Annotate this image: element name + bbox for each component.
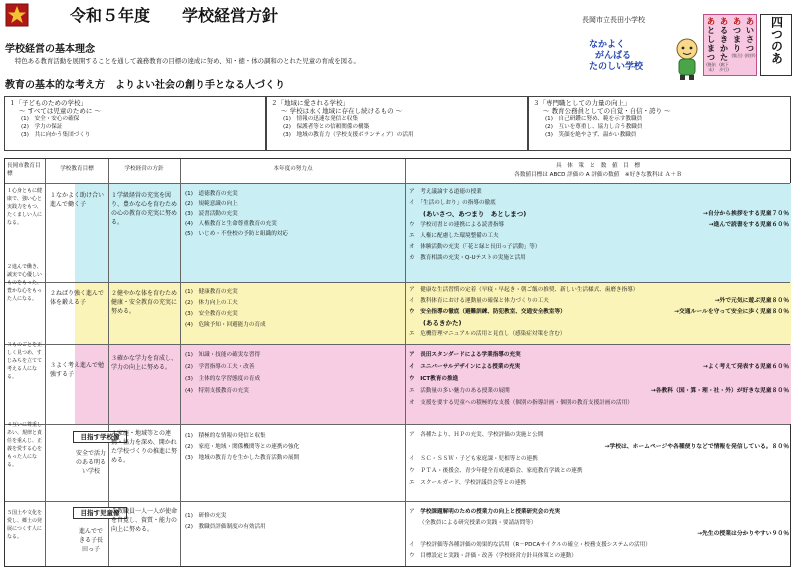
policy-box-1 bbox=[4, 96, 266, 151]
plan-table bbox=[4, 158, 791, 567]
four-a-char: あ bbox=[733, 17, 741, 26]
city-goal-2: ２進んで働き、誠実で心優しいものをもった、豊かな心をもった人になる。 bbox=[7, 264, 43, 302]
four-a-char: き bbox=[720, 35, 728, 44]
plan-key: ウ bbox=[409, 376, 415, 382]
effort-item: (2) 教職員評価制度の有効活用 bbox=[185, 524, 266, 530]
four-a-title-text: 四つのあ bbox=[769, 16, 784, 64]
plan-item bbox=[409, 198, 789, 209]
four-a-sub: (挨拶) bbox=[744, 53, 756, 58]
effort-item: (2) 規範意識の向上 bbox=[185, 201, 238, 207]
plan-key: イ bbox=[409, 200, 415, 206]
slogan-line-3: たのしい学校 bbox=[589, 62, 644, 72]
plan-text: 学校司書との連携による読書指導 bbox=[420, 222, 505, 228]
plan-text: ICT教育の推進 bbox=[420, 376, 459, 382]
plan-key: エ bbox=[409, 388, 415, 394]
effort-item: (2) 家庭・地域・関係機関等との連携の強化 bbox=[185, 444, 300, 450]
plan-text: 長田スタンダードによる学業指導の充実 bbox=[420, 352, 521, 358]
school-goal-1: １なかよく助け合い進んで働く子 bbox=[50, 192, 105, 208]
slogan-line-2: がんばる bbox=[595, 51, 632, 61]
city-goal-5: ５国土や文化を愛し、郷土の発展につくす人になる。 bbox=[7, 510, 43, 540]
effort-item: (4) 危険予知・回避能力の育成 bbox=[185, 322, 266, 328]
four-a-char: あ bbox=[746, 17, 754, 26]
plan-text: (あいさつ、あつまり あとしまつ) bbox=[423, 210, 527, 218]
four-a-col-2 bbox=[731, 17, 743, 58]
plan-key: ア bbox=[409, 352, 415, 358]
policy-item: (2) 保護者等との信頼関係の構築 bbox=[283, 124, 370, 130]
plan-text: 人権に配慮した環境整備の工夫 bbox=[420, 233, 499, 239]
plan-item bbox=[409, 429, 789, 441]
policy-2: ２健やかな体を育むため健康・安全教育の充実に努める。 bbox=[111, 290, 178, 315]
slogan-line-1: なかよく bbox=[589, 40, 626, 50]
plan-item bbox=[409, 529, 789, 540]
city-goal-1: １心身ともに健康で、強い心と実践力をもつ、たくましい人になる。 bbox=[7, 188, 43, 226]
effort-2 bbox=[185, 287, 403, 331]
plan-text: ＰＴＡ・後援会、青少年健全育成連絡会、家庭教育学級との連携 bbox=[420, 468, 583, 474]
school-name: 長岡市立長田小学校 bbox=[582, 16, 645, 24]
four-a-char: ま bbox=[733, 35, 741, 44]
plan-text: (あるきかた) bbox=[423, 319, 462, 327]
plan-text: 学校課題解明のための授業力の向上と授業研究会の充実 bbox=[420, 509, 561, 515]
plan-item bbox=[409, 453, 789, 465]
policy-item: (1) 安全・安心の確保 bbox=[21, 116, 80, 122]
plan-key: イ bbox=[409, 298, 415, 304]
plan-item bbox=[409, 318, 789, 329]
plans-4 bbox=[409, 429, 789, 489]
plan-key: イ bbox=[409, 456, 415, 462]
plan-text: 危機管理マニュアルの活用と見直し（感染症対策を含む） bbox=[420, 331, 566, 337]
plan-item bbox=[409, 551, 789, 562]
plan-key: カ bbox=[409, 255, 415, 261]
policy-item: (1) 自己研鑽に努め、範を示す教職員 bbox=[545, 116, 643, 122]
plan-key: オ bbox=[409, 400, 415, 406]
four-a-char: つ bbox=[746, 44, 754, 53]
effort-4 bbox=[185, 431, 403, 464]
plan-key: ア bbox=[409, 189, 415, 195]
four-a-col-1 bbox=[744, 17, 756, 58]
plan-item bbox=[409, 385, 789, 397]
plan-item bbox=[409, 518, 789, 529]
plan-text: 活動量の多い魅力のある授業の展開 bbox=[420, 388, 510, 394]
plan-text: 考え議論する道徳の授業 bbox=[420, 189, 482, 195]
plan-key: ア bbox=[409, 287, 415, 293]
school-goal-2: ２ねばり強く進んで体を鍛える子 bbox=[50, 290, 105, 306]
policy-item: (1) 情報の迅速な発信と収集 bbox=[283, 116, 359, 122]
policy-title: ３「専門職としての力量の向上」 bbox=[533, 99, 631, 107]
plan-item bbox=[409, 373, 789, 385]
policy-1: １学級経営の充実を図り、豊かな心を育むための心の教育の充実に努める。 bbox=[111, 192, 178, 226]
plan-key: エ bbox=[409, 331, 415, 337]
plan-target: →外で元気に遊ぶ児童８０％ bbox=[714, 298, 789, 304]
plan-key: ア bbox=[409, 509, 415, 515]
plan-text: 支援を要する児童への積極的な支援（個別の指導計画・個別の教育支援計画の活用） bbox=[420, 400, 633, 406]
effort-item: (4) 特別支援教育の充実 bbox=[185, 388, 249, 394]
plan-target: →先生の授業は分かりやすい９０％ bbox=[697, 531, 789, 537]
plan-item bbox=[409, 477, 789, 489]
effort-item: (3) 地域の教育力を生かした教育活動の展開 bbox=[185, 455, 300, 461]
plan-item bbox=[409, 397, 789, 409]
plan-target: →進んで読書をする児童６０％ bbox=[708, 222, 789, 228]
plan-key: ウ bbox=[409, 553, 415, 559]
plans-2 bbox=[409, 285, 789, 340]
effort-item: (5) いじめ・不登校の予防と組織的対応 bbox=[185, 231, 289, 237]
plan-key: ウ bbox=[409, 309, 415, 315]
school-vision: 安全で活力のある明るい学校 bbox=[75, 450, 106, 475]
header-effort: 本年度の努力点 bbox=[273, 166, 313, 172]
four-a-panel bbox=[703, 14, 757, 76]
page-title: 令和５年度 学校経営方針 bbox=[70, 6, 279, 25]
four-a-char: と bbox=[707, 26, 715, 35]
four-a-sub: (集合) bbox=[731, 53, 743, 58]
effort-item: (3) 読書活動の充実 bbox=[185, 211, 238, 217]
policy-3: ３確かな学力を育成し、学力の向上に努める。 bbox=[111, 355, 178, 371]
plans-1 bbox=[409, 187, 789, 264]
plan-text: （全教員による研究授業の実践・要請訪問等） bbox=[419, 520, 537, 526]
header-school-goal: 学校教育目標 bbox=[60, 166, 94, 172]
four-a-char: た bbox=[720, 53, 728, 62]
plan-key: ウ bbox=[409, 468, 415, 474]
effort-5 bbox=[185, 511, 403, 533]
four-a-char: り bbox=[733, 44, 741, 53]
philosophy-text: 特色ある教育活動を展開することを通して義務教育の目標の達成に努め、知・徳・体の調和のとれた児童の育成を図る。 bbox=[15, 57, 360, 65]
policy-4: ４家庭・地域等との連携・協力を深め、開かれた学校づくりの推進に努める。 bbox=[111, 430, 178, 464]
header-policy: 学校経営の方針 bbox=[124, 166, 164, 172]
header-plans: 具 体 策 と 数 値 目 標 bbox=[556, 163, 640, 169]
policy-5: ５教職員一人一人が使命を自覚し、資質・能力の向上に努める。 bbox=[111, 508, 178, 533]
policy-title: ２「地域に愛される学校」 bbox=[271, 99, 349, 107]
four-a-char: つ bbox=[707, 53, 715, 62]
school-logo-icon bbox=[5, 3, 29, 27]
four-a-sub: (廊下歩行) bbox=[719, 62, 729, 72]
four-a-char: ま bbox=[707, 44, 715, 53]
plan-key: ア bbox=[409, 432, 415, 438]
four-a-char: あ bbox=[720, 17, 728, 26]
policy-item: (3) 笑顔を絶やさず、温かい教職員 bbox=[545, 132, 637, 138]
plan-text: 教科体育における運動量の確保と体力づくりの工夫 bbox=[420, 298, 549, 304]
plan-text: ユニバーサルデザインによる授業の充実 bbox=[420, 364, 521, 370]
policy-box-3 bbox=[528, 96, 791, 151]
four-a-char: い bbox=[746, 26, 754, 35]
plans-3 bbox=[409, 349, 789, 409]
mascot-illustration bbox=[672, 36, 702, 81]
plan-key: ウ bbox=[409, 222, 415, 228]
plan-text: 目標設定と実践・評価・改善（学校経営方針具体策との連動） bbox=[420, 553, 577, 559]
effort-item: (3) 主体的な学習態度の育成 bbox=[185, 376, 261, 382]
plan-key: イ bbox=[409, 542, 415, 548]
plan-key: エ bbox=[409, 233, 415, 239]
plan-target: →学校は、ホームページや各種便りなどで情報を発信している。８０％ bbox=[604, 444, 789, 450]
plan-text: スクールガード、学校評議員会等との連携 bbox=[420, 480, 526, 486]
policy-heading: 教育の基本的な考え方 よりよい社会の創り手となる人づくり bbox=[5, 80, 285, 91]
school-goal-3: ３よく考え進んで勉強する子 bbox=[50, 362, 105, 378]
school-vision-tag: 目指す学校像 bbox=[73, 431, 127, 443]
policy-box-2 bbox=[266, 96, 528, 151]
plan-target: →交通ルールを守って安全に歩く児童８０％ bbox=[674, 309, 789, 315]
plan-key: オ bbox=[409, 244, 415, 250]
effort-item: (2) 体力向上の工夫 bbox=[185, 300, 238, 306]
effort-item: (1) 知識・技能の確実な習得 bbox=[185, 352, 261, 358]
student-vision: 進んでできる子長田っ子 bbox=[78, 528, 103, 553]
city-goal-4: ４互いに尊重しあい、規律と責任を重んじ、正義を愛する心をもった人になる。 bbox=[7, 422, 43, 468]
plan-text: 健康な生活習慣の定着（早寝・早起き・朝ご飯の推奨、新しい生活様式、歯磨き指導） bbox=[420, 287, 639, 293]
effort-item: (3) 安全教育の充実 bbox=[185, 311, 238, 317]
four-a-col-3 bbox=[718, 17, 730, 72]
effort-1 bbox=[185, 189, 403, 239]
slogan bbox=[589, 40, 669, 73]
plan-item bbox=[409, 220, 789, 231]
policy-sub: ～ 学校は永く地域に存在し続けるもの ～ bbox=[281, 107, 403, 115]
effort-item: (2) 学習指導の工夫・改善 bbox=[185, 364, 255, 370]
plan-item bbox=[409, 242, 789, 253]
student-vision-tag: 目指す児童像 bbox=[73, 507, 127, 519]
four-a-col-4 bbox=[705, 17, 717, 72]
plan-text: 各種たより、ＨＰの充実、学校評価の実施と公開 bbox=[420, 432, 544, 438]
plan-item bbox=[409, 209, 789, 220]
plan-target: →よく考えて発表する児童６０％ bbox=[702, 364, 789, 370]
philosophy-heading: 学校経営の基本理念 bbox=[5, 44, 95, 55]
policy-title: １「子どものための学校」 bbox=[9, 99, 87, 107]
plan-item bbox=[409, 285, 789, 296]
policy-sub: ～ 教育公務員としての自覚・自信・誇り ～ bbox=[543, 107, 671, 115]
plan-text: 体験活動の充実（「花と緑と長田っ子活動」等） bbox=[420, 244, 541, 250]
four-a-title bbox=[760, 14, 792, 76]
plan-key: エ bbox=[409, 480, 415, 486]
policy-item: (2) 互いを尊重し、協力し合う教職員 bbox=[545, 124, 643, 130]
policy-item: (3) 地域の教育力（学校支援ボランティア）の活用 bbox=[283, 132, 414, 138]
policy-item: (2) 学力の保証 bbox=[21, 124, 63, 130]
plan-text: ＳＣ・ＳＳＷ・子ども家庭課・児相等との連携 bbox=[420, 456, 538, 462]
city-goal-3: ３ものごとを正しく見つめ、すじみちを立てて考える人になる。 bbox=[7, 342, 43, 380]
plan-item bbox=[409, 253, 789, 264]
plan-target: →各教科（国・算・理・社・外）が好きな児童８０％ bbox=[650, 388, 789, 394]
effort-item: (4) 人権教育と生命尊重教育の充実 bbox=[185, 221, 277, 227]
plan-item bbox=[409, 465, 789, 477]
plan-item bbox=[409, 296, 789, 307]
effort-item: (1) 道徳教育の充実 bbox=[185, 191, 238, 197]
plan-item bbox=[409, 307, 789, 318]
plan-item bbox=[409, 231, 789, 242]
four-a-char: る bbox=[720, 26, 728, 35]
policy-sub: ～ すべては児童のために ～ bbox=[19, 107, 102, 115]
policy-item: (3) 共に向かう集団づくり bbox=[21, 132, 91, 138]
plan-text: 「生活のしおり」の指導の徹底 bbox=[420, 200, 496, 206]
plan-target: →自分から挨拶をする児童７０％ bbox=[702, 211, 789, 217]
four-a-sub: (後始末) bbox=[706, 62, 716, 72]
plan-item bbox=[409, 349, 789, 361]
plan-item bbox=[409, 441, 789, 453]
four-a-char: あ bbox=[707, 17, 715, 26]
effort-item: (1) 健康教育の充実 bbox=[185, 289, 238, 295]
effort-item: (1) 積極的な情報の発信と収集 bbox=[185, 433, 266, 439]
plan-key: イ bbox=[409, 364, 415, 370]
header-plans-note: 各数値目標は ABCD 評価の A 評価の数値 ※好きな教科は Ａ＋Ｂ bbox=[514, 172, 682, 178]
plan-item bbox=[409, 187, 789, 198]
plan-item bbox=[409, 540, 789, 551]
four-a-char: か bbox=[720, 44, 728, 53]
plan-item bbox=[409, 329, 789, 340]
four-a-char: さ bbox=[746, 35, 754, 44]
effort-3 bbox=[185, 349, 403, 397]
plan-item bbox=[409, 507, 789, 518]
plan-text: 学校評価等各種評価の効果的な活用（R－PDCAサイクルの確立・校務支援システムの活用） bbox=[420, 542, 651, 548]
effort-item: (1) 研修の充実 bbox=[185, 513, 227, 519]
plan-text: 安全指導の徹底（避難訓練、防犯教室、交通安全教室等） bbox=[420, 309, 566, 315]
header-city-goal: 長岡市教育目標 bbox=[7, 163, 41, 177]
plan-text: 教育相談の充実・Q-Uテストの実施と活用 bbox=[420, 255, 526, 261]
four-a-char: つ bbox=[733, 26, 741, 35]
four-a-char: し bbox=[707, 35, 715, 44]
plans-5 bbox=[409, 507, 789, 562]
plan-item bbox=[409, 361, 789, 373]
